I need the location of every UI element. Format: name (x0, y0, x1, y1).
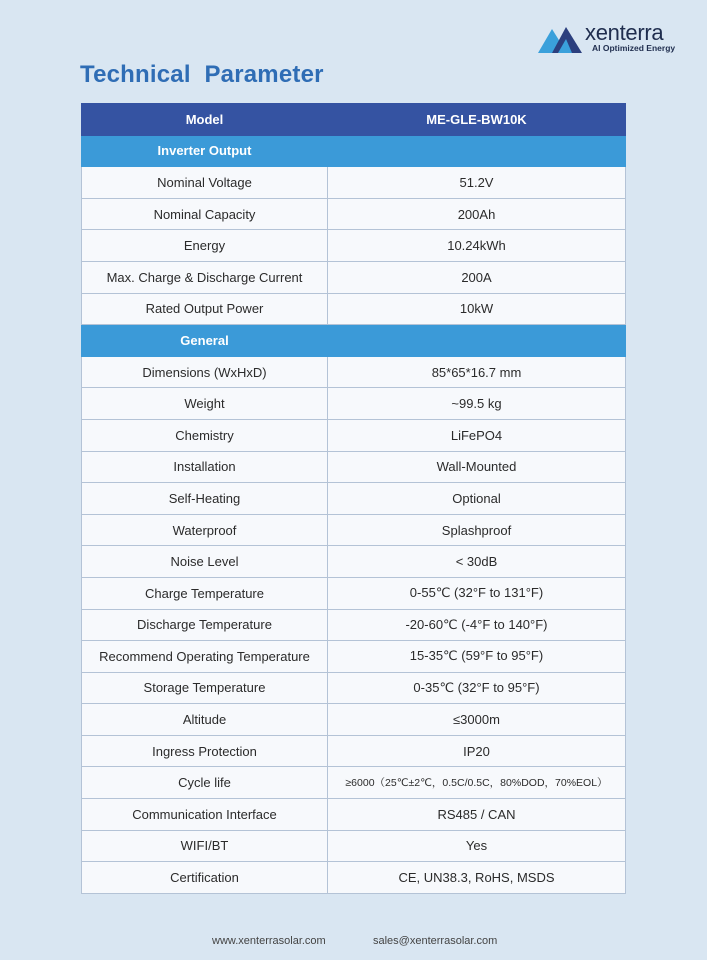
section-empty-cell (328, 325, 626, 357)
param-label: Noise Level (82, 546, 328, 578)
table-row (82, 261, 626, 293)
table-row (82, 167, 626, 199)
table-row (82, 577, 626, 609)
table-row (82, 388, 626, 420)
footer-email[interactable]: sales@xenterrasolar.com (373, 935, 498, 947)
table-header-row (82, 104, 626, 136)
param-label: Self-Heating (82, 483, 328, 515)
param-label: Energy (82, 230, 328, 262)
table-row (82, 514, 626, 546)
param-label: Max. Charge & Discharge Current (82, 261, 328, 293)
section-header-row (82, 135, 626, 167)
brand-logo (538, 20, 688, 56)
param-value: Wall-Mounted (328, 451, 626, 483)
table-row (82, 546, 626, 578)
page-title: Technical Parameter (80, 61, 324, 88)
param-value: 0-55℃ (32°F to 131°F) (328, 577, 626, 609)
header-value: ME-GLE-BW10K (328, 104, 626, 136)
spec-table (81, 103, 626, 894)
param-value: ~99.5 kg (328, 388, 626, 420)
table-row (82, 356, 626, 388)
table-row (82, 704, 626, 736)
param-label: WIFI/BT (82, 830, 328, 862)
table-row (82, 198, 626, 230)
param-label: Weight (82, 388, 328, 420)
table-row (82, 641, 626, 673)
param-value: Yes (328, 830, 626, 862)
param-label: Installation (82, 451, 328, 483)
param-value: ≥6000（25℃±2℃，0.5C/0.5C，80%DOD，70%EOL） (328, 767, 626, 799)
param-label: Storage Temperature (82, 672, 328, 704)
table-row (82, 230, 626, 262)
param-value: < 30dB (328, 546, 626, 578)
section-empty-cell (328, 135, 626, 167)
param-value: CE, UN38.3, RoHS, MSDS (328, 862, 626, 894)
table-row (82, 767, 626, 799)
table-row (82, 293, 626, 325)
param-value: Optional (328, 483, 626, 515)
param-label: Dimensions (WxHxD) (82, 356, 328, 388)
footer-website[interactable]: www.xenterrasolar.com (212, 935, 326, 947)
param-value: RS485 / CAN (328, 799, 626, 831)
param-label: Altitude (82, 704, 328, 736)
param-label: Recommend Operating Temperature (82, 641, 328, 673)
param-value: 200Ah (328, 198, 626, 230)
param-value: 51.2V (328, 167, 626, 199)
header-label: Model (82, 104, 328, 136)
param-value: LiFePO4 (328, 419, 626, 451)
param-label: Cycle life (82, 767, 328, 799)
mountain-logo-icon (538, 23, 584, 53)
table-row (82, 672, 626, 704)
section-header-row (82, 325, 626, 357)
table-row (82, 735, 626, 767)
param-label: Discharge Temperature (82, 609, 328, 641)
param-label: Nominal Voltage (82, 167, 328, 199)
param-value: 10kW (328, 293, 626, 325)
param-value: ≤3000m (328, 704, 626, 736)
brand-name: xenterra (585, 20, 664, 45)
section-title: General (82, 325, 328, 357)
table-row (82, 799, 626, 831)
param-value: Splashproof (328, 514, 626, 546)
param-value: 15-35℃ (59°F to 95°F) (328, 641, 626, 673)
param-value: 0-35℃ (32°F to 95°F) (328, 672, 626, 704)
table-row (82, 451, 626, 483)
param-label: Charge Temperature (82, 577, 328, 609)
param-label: Communication Interface (82, 799, 328, 831)
table-row (82, 419, 626, 451)
table-row (82, 862, 626, 894)
param-value: 85*65*16.7 mm (328, 356, 626, 388)
table-row (82, 830, 626, 862)
param-label: Nominal Capacity (82, 198, 328, 230)
table-row (82, 483, 626, 515)
table-row (82, 609, 626, 641)
param-label: Rated Output Power (82, 293, 328, 325)
param-value: 10.24kWh (328, 230, 626, 262)
param-label: Waterproof (82, 514, 328, 546)
param-value: -20-60℃ (-4°F to 140°F) (328, 609, 626, 641)
section-title: Inverter Output (82, 135, 328, 167)
param-label: Certification (82, 862, 328, 894)
param-label: Chemistry (82, 419, 328, 451)
param-label: Ingress Protection (82, 735, 328, 767)
param-value: IP20 (328, 735, 626, 767)
brand-tagline: AI Optimized Energy (592, 43, 676, 53)
param-value: 200A (328, 261, 626, 293)
